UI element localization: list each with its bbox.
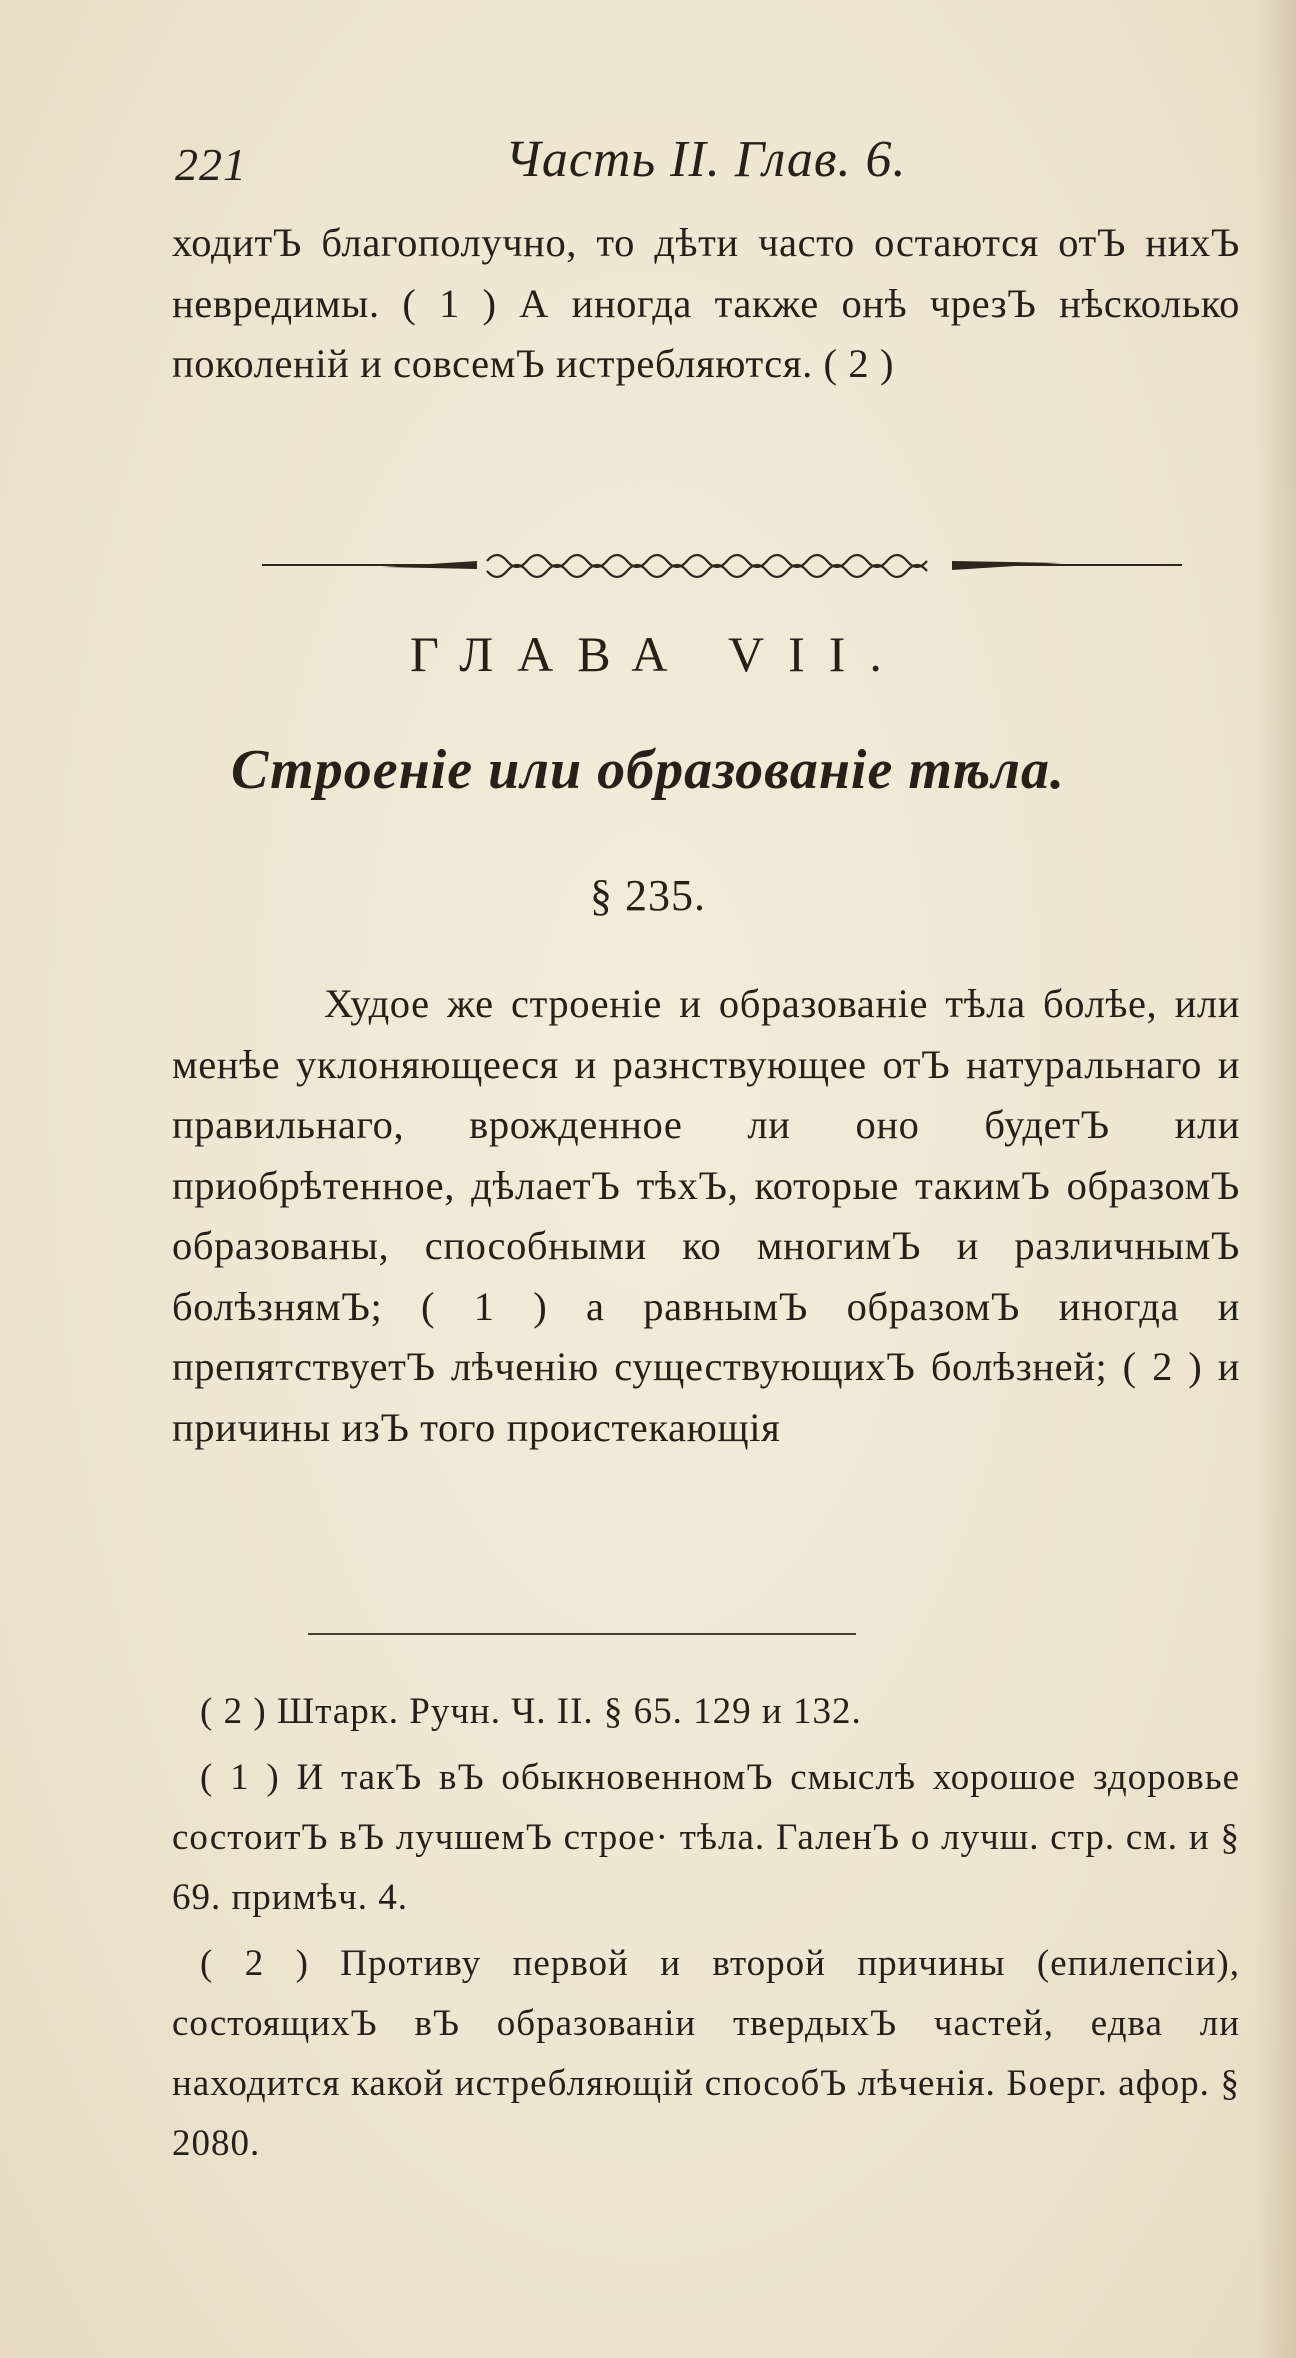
footnote: ( 1 ) И такЪ вЪ обыкновенномЪ смыслѣ хорошое здоровье состоитЪ вЪ лучшемЪ строе· тѣла. ГаленЪ о лучш. стр. см. и § 69. примѣч. 4.: [172, 1757, 1240, 1918]
running-head: Часть II. Глав. 6.: [505, 131, 907, 188]
footnote: ( 2 ) Штарк. Ручн. Ч. II. § 65. 129 и 132.: [200, 1691, 862, 1732]
top-paragraph: ходитЪ благополучно, то дѣти часто остаются отЪ нихЪ невредимы. ( 1 ) А иногда также онѣ чрезЪ нѣсколько поколеній и совсемЪ истребляются. ( 2 ): [172, 220, 1240, 386]
chapter-title: ГЛАВА VII.: [410, 626, 906, 682]
footnotes: [172, 1682, 1240, 2180]
page-edge-shadow: [1256, 0, 1296, 2358]
chapter-subtitle: Строеніе или образованіе тѣла.: [231, 739, 1065, 801]
ornament-divider-icon: [262, 543, 1182, 583]
footnote-rule: [308, 1633, 856, 1635]
section-paragraph: Худое же строеніе и образованіе тѣла болѣе, или менѣе уклоняющееся и разнствующее отЪ натуральнаго и правильнаго, врожденное ли оно будетЪ или приобрѣтенное, дѣлаетЪ тѣхЪ, которые такимЪ образомЪ образованы, способными ко многимЪ и различнымЪ болѣзнямЪ; ( 1 ) а равнымЪ образомЪ иногда и препятствуетЪ лѣченію существующихЪ болѣзней; ( 2 ) и причины изЪ того проистекающія: [172, 981, 1240, 1450]
page-number: 221: [175, 139, 247, 190]
section-number: § 235.: [590, 871, 706, 920]
page-header: [175, 130, 1005, 200]
footnote: ( 2 ) Противу первой и второй причины (епилепсіи), состоящихЪ вЪ образованіи твердыхЪ частей, едва ли находится какой истребляющій способЪ лѣченія. Боерг. афор. § 2080.: [172, 1943, 1240, 2164]
